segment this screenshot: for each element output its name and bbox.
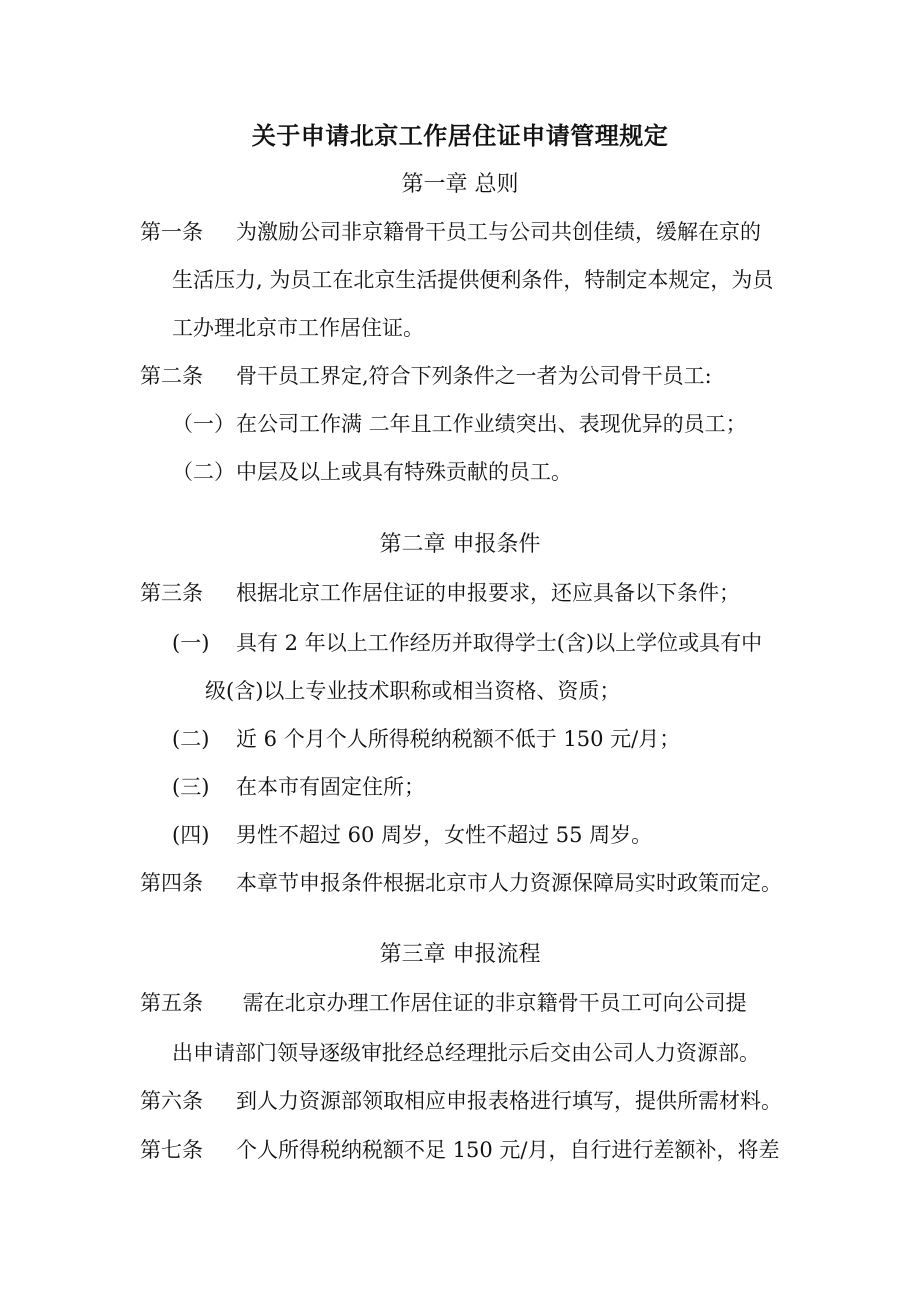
list-item-text: 男性不超过 60 周岁，女性不超过 55 周岁。 bbox=[236, 823, 653, 847]
article-1-continuation: 生活压力, 为员工在北京生活提供便利条件，特制定本规定，为员 bbox=[172, 268, 774, 292]
list-item-number: （一） bbox=[172, 412, 235, 436]
article-7 bbox=[140, 1133, 820, 1167]
article-1 bbox=[140, 215, 820, 249]
document-title: 关于申请北京工作居住证申请管理规定 bbox=[251, 121, 669, 150]
article-text: 个人所得税纳税额不足 150 元/月，自行进行差额补，将差 bbox=[236, 1138, 780, 1162]
article-4 bbox=[140, 866, 820, 900]
article-label: 第七条 bbox=[140, 1138, 203, 1162]
list-item bbox=[172, 455, 572, 489]
list-item-text: 近 6 个月个人所得税纳税额不低于 150 元/月； bbox=[236, 727, 681, 751]
article-text: 骨干员工界定,符合下列条件之一者为公司骨干员工: bbox=[236, 364, 712, 388]
chapter-heading-1: 第一章 总则 bbox=[401, 172, 519, 197]
article-3 bbox=[140, 576, 820, 610]
chapter-heading-3: 第三章 申报流程 bbox=[379, 942, 541, 967]
article-text: 到人力资源部领取相应申报表格进行填写，提供所需材料。 bbox=[236, 1089, 782, 1113]
list-item-text: 在本市有固定住所； bbox=[236, 775, 425, 799]
article-text: 根据北京工作居住证的申报要求，还应具备以下条件； bbox=[236, 581, 740, 605]
article-label: 第二条 bbox=[140, 364, 203, 388]
article-label: 第五条 bbox=[140, 991, 203, 1015]
list-item bbox=[172, 722, 680, 756]
article-5-continuation: 出申请部门领导逐级审批经总经理批示后交由公司人力资源部。 bbox=[172, 1041, 760, 1065]
list-item-number: (四) bbox=[172, 823, 210, 847]
article-text: 为激励公司非京籍骨干员工与公司共创佳绩，缓解在京的 bbox=[236, 220, 761, 244]
article-label: 第六条 bbox=[140, 1089, 203, 1113]
article-6 bbox=[140, 1084, 820, 1118]
article-label: 第一条 bbox=[140, 220, 203, 244]
article-1-continuation: 工办理北京市工作居住证。 bbox=[172, 316, 424, 340]
list-item bbox=[172, 770, 425, 804]
list-item-text: 在公司工作满 二年且工作业绩突出、表现优异的员工； bbox=[236, 412, 747, 436]
list-item-number: (一) bbox=[172, 631, 210, 655]
list-item-text: 中层及以上或具有特殊贡献的员工。 bbox=[236, 460, 572, 484]
list-item-number: (二) bbox=[172, 727, 210, 751]
list-item-number: (三) bbox=[172, 775, 210, 799]
article-2 bbox=[140, 359, 820, 393]
article-5 bbox=[140, 986, 820, 1020]
list-item-number: （二） bbox=[172, 460, 235, 484]
list-item bbox=[172, 818, 652, 852]
article-text: 本章节申报条件根据北京市人力资源保障局实时政策而定。 bbox=[236, 871, 782, 895]
list-item-continuation: 级(含)以上专业技术职称或相当资格、资质； bbox=[205, 679, 621, 703]
article-label: 第四条 bbox=[140, 871, 203, 895]
chapter-heading-2: 第二章 申报条件 bbox=[379, 532, 541, 557]
article-label: 第三条 bbox=[140, 581, 203, 605]
list-item-text: 具有 2 年以上工作经历并取得学士(含)以上学位或具有中 bbox=[236, 631, 763, 655]
list-item bbox=[172, 626, 762, 660]
article-text: 需在北京办理工作居住证的非京籍骨干员工可向公司提 bbox=[236, 991, 747, 1015]
list-item bbox=[172, 407, 747, 441]
